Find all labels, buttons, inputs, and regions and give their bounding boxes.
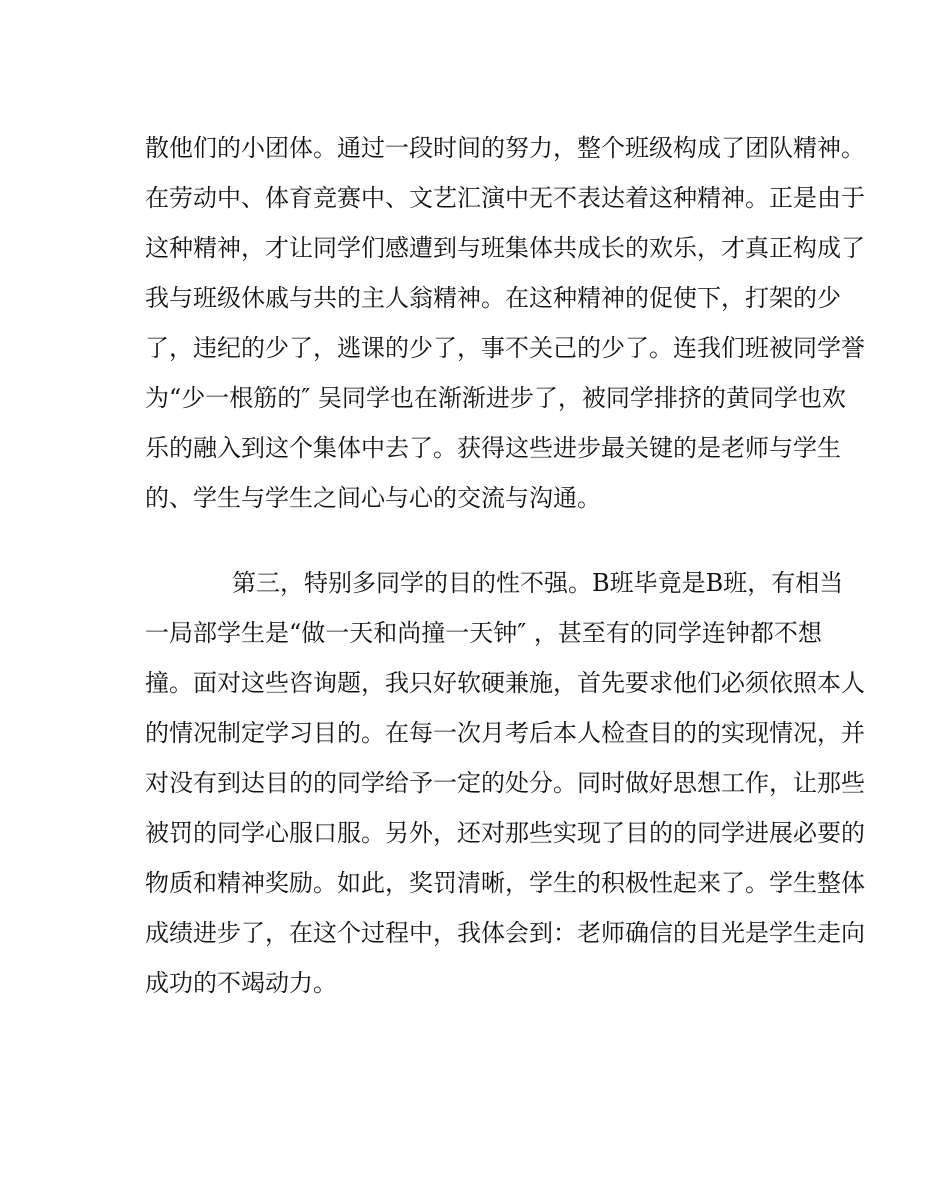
paragraph-line: 了，违纪的少了，逃课的少了，事不关己的少了。连我们班被同学誉	[145, 334, 865, 362]
paragraph-line: 被罚的同学心服口服。另外，还对那些实现了目的的同学进展必要的	[145, 819, 865, 847]
paragraph-line: 散他们的小团体。通过一段时间的努力，整个班级构成了团队精神。	[145, 134, 865, 162]
paragraph-line: 成绩进步了，在这个过程中，我体会到：老师确信的目光是学生走向	[145, 919, 865, 947]
paragraph-line: 乐的融入到这个集体中去了。获得这些进步最关键的是老师与学生	[145, 434, 841, 462]
paragraph-line: 一局部学生是“做一天和尚撞一天钟″ ，甚至有的同学连钟都不想	[145, 619, 822, 647]
paragraph-line: 成功的不竭动力。	[145, 969, 337, 997]
paragraph-line: 在劳动中、体育竞赛中、文艺汇演中无不表达着这种精神。正是由于	[145, 184, 865, 212]
paragraph-line: 我与班级休戚与共的主人翁精神。在这种精神的促使下，打架的少	[145, 284, 841, 312]
paragraph-line: 物质和精神奖励。如此，奖罚清晰，学生的积极性起来了。学生整体	[145, 869, 865, 897]
paragraph-line: 为“少一根筋的″ 吴同学也在渐渐进步了，被同学排挤的黄同学也欢	[145, 384, 846, 412]
paragraph-line: 对没有到达目的的同学给予一定的处分。同时做好思想工作，让那些	[145, 769, 865, 797]
paragraph-line: 撞。面对这些咨询题，我只好软硬兼施，首先要求他们必须依照本人	[145, 669, 865, 697]
paragraph-line: 这种精神，才让同学们感遭到与班集体共成长的欢乐，才真正构成了	[145, 234, 865, 262]
paragraph-line: 的情况制定学习目的。在每一次月考后本人检查目的的实现情况，并	[145, 719, 865, 747]
paragraph-line: 的、学生与学生之间心与心的交流与沟通。	[145, 484, 601, 512]
paragraph-line: 第三，特别多同学的目的性不强。B班毕竟是B班，有相当	[232, 569, 844, 597]
